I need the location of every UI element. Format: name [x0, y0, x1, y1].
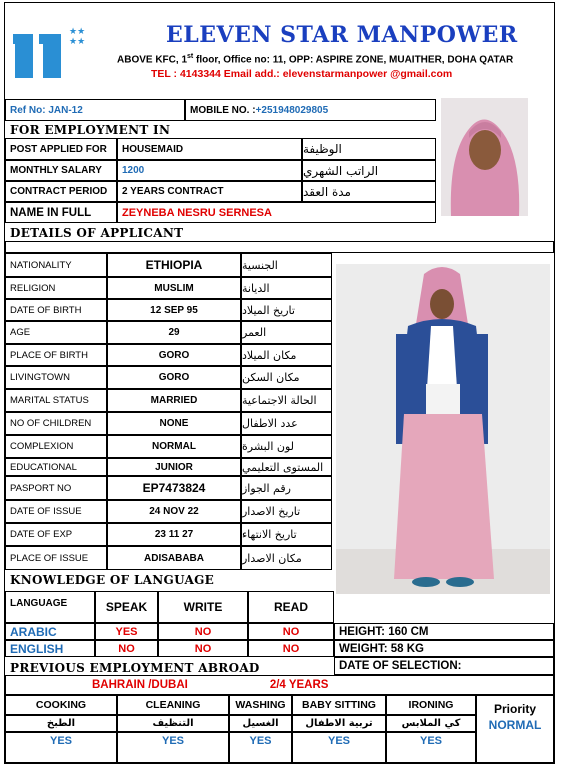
detail-value: NONE — [107, 412, 241, 435]
salary-label: MONTHLY SALARY — [5, 160, 117, 181]
detail-label: EDUCATIONAL — [5, 458, 107, 476]
detail-value: 23 11 27 — [107, 523, 241, 546]
detail-arabic: الجنسية — [241, 253, 332, 277]
lang-header-language: LANGUAGE — [5, 591, 95, 623]
company-address: ABOVE KFC, 1st floor, Office no: 11, OPP: ASPIRE ZONE, MUAITHER, DOHA QATAR — [117, 53, 514, 66]
skill-arabic: الغسيل — [229, 715, 292, 732]
detail-arabic: مكان الميلاد — [241, 344, 332, 366]
lang-english-read: NO — [248, 640, 334, 657]
skill-arabic: الطبخ — [5, 715, 117, 732]
salary-arabic: الراتب الشهري — [302, 160, 436, 181]
skill-value: YES — [292, 732, 386, 763]
detail-arabic: عدد الاطفال — [241, 412, 332, 435]
applicant-headshot — [441, 98, 528, 216]
lang-english-speak: NO — [95, 640, 158, 657]
lang-arabic-name: ARABIC — [5, 623, 95, 640]
salary-value: 1200 — [117, 160, 302, 181]
lang-english-name: ENGLISH — [5, 640, 95, 657]
skill-label: IRONING — [386, 695, 476, 715]
detail-arabic: تاريخ الانتهاء — [241, 523, 332, 546]
skill-label: BABY SITTING — [292, 695, 386, 715]
detail-value: ADISABABA — [107, 546, 241, 570]
date-of-selection: DATE OF SELECTION: — [334, 657, 554, 675]
previous-employment-row — [5, 675, 554, 695]
previous-country: BAHRAIN /DUBAI — [92, 679, 188, 691]
detail-arabic: مكان السكن — [241, 366, 332, 389]
lang-arabic-write: NO — [158, 623, 248, 640]
name-value: ZEYNEBA NESRU SERNESA — [117, 202, 436, 223]
skill-arabic: تربية الاطفال — [292, 715, 386, 732]
detail-label: NO OF CHILDREN — [5, 412, 107, 435]
skill-value: YES — [229, 732, 292, 763]
contract-label: CONTRACT PERIOD — [5, 181, 117, 202]
weight-value: WEIGHT: 58 KG — [334, 640, 554, 657]
detail-arabic: تاريخ الاصدار — [241, 500, 332, 523]
skill-arabic: كي الملابس — [386, 715, 476, 732]
skill-arabic: التنظيف — [117, 715, 229, 732]
detail-value: JUNIOR — [107, 458, 241, 476]
lang-arabic-read: NO — [248, 623, 334, 640]
ref-number: Ref No: JAN-12 — [5, 99, 185, 121]
details-spacer-row — [5, 241, 554, 253]
svg-text:★★: ★★ — [69, 36, 86, 46]
priority-label: Priority — [493, 702, 536, 716]
detail-value: EP7473824 — [107, 476, 241, 500]
detail-arabic: الديانة — [241, 277, 332, 299]
detail-value: GORO — [107, 366, 241, 389]
name-label: NAME IN FULL — [5, 202, 117, 223]
detail-value: 12 SEP 95 — [107, 299, 241, 321]
post-arabic: الوظيفة — [302, 138, 436, 160]
skill-label: WASHING — [229, 695, 292, 715]
company-logo — [13, 20, 93, 80]
detail-label: AGE — [5, 321, 107, 344]
detail-label: LIVINGTOWN — [5, 366, 107, 389]
detail-label: COMPLEXION — [5, 435, 107, 458]
detail-value: NORMAL — [107, 435, 241, 458]
priority-cell — [476, 695, 554, 763]
detail-label: NATIONALITY — [5, 253, 107, 277]
skill-value: YES — [5, 732, 117, 763]
detail-arabic: العمر — [241, 321, 332, 344]
detail-arabic: المستوى التعليمي — [241, 458, 332, 476]
detail-value: ETHIOPIA — [107, 253, 241, 277]
detail-value: GORO — [107, 344, 241, 366]
detail-label: MARITAL STATUS — [5, 389, 107, 412]
previous-duration: 2/4 YEARS — [269, 679, 329, 691]
section-details: DETAILS OF APPLICANT — [10, 226, 184, 240]
detail-arabic: رقم الجواز — [241, 476, 332, 500]
mobile-number: MOBILE NO. : +251948029805 — [185, 99, 436, 121]
skill-label: COOKING — [5, 695, 117, 715]
lang-arabic-speak: YES — [95, 623, 158, 640]
detail-label: DATE OF EXP — [5, 523, 107, 546]
detail-value: MUSLIM — [107, 277, 241, 299]
detail-arabic: مكان الاصدار — [241, 546, 332, 570]
detail-arabic: الحالة الاجتماعية — [241, 389, 332, 412]
detail-value: 24 NOV 22 — [107, 500, 241, 523]
company-name: ELEVEN STAR MANPOWER — [166, 22, 518, 48]
applicant-full-photo — [336, 264, 550, 594]
contract-arabic: مدة العقد — [302, 181, 436, 202]
svg-text:★★: ★★ — [69, 26, 86, 36]
section-previous-employment: PREVIOUS EMPLOYMENT ABROAD — [10, 661, 260, 675]
detail-label: PLACE OF ISSUE — [5, 546, 107, 570]
detail-label: RELIGION — [5, 277, 107, 299]
skill-value: YES — [386, 732, 476, 763]
detail-label: DATE OF ISSUE — [5, 500, 107, 523]
lang-header-read: READ — [248, 591, 334, 623]
company-contact: TEL : 4143344 Email add.: elevenstarmanpower @gmail.com — [151, 68, 453, 80]
detail-arabic: لون البشرة — [241, 435, 332, 458]
detail-label: DATE OF BIRTH — [5, 299, 107, 321]
detail-arabic: تاريخ الميلاد — [241, 299, 332, 321]
skill-value: YES — [117, 732, 229, 763]
detail-value: MARRIED — [107, 389, 241, 412]
skill-label: CLEANING — [117, 695, 229, 715]
contract-value: 2 YEARS CONTRACT — [117, 181, 302, 202]
post-label: POST APPLIED FOR — [5, 138, 117, 160]
lang-header-write: WRITE — [158, 591, 248, 623]
detail-label: PLACE OF BIRTH — [5, 344, 107, 366]
lang-header-speak: SPEAK — [95, 591, 158, 623]
height-value: HEIGHT: 160 CM — [334, 623, 554, 640]
detail-label: PASPORT NO — [5, 476, 107, 500]
section-language: KNOWLEDGE OF LANGUAGE — [10, 573, 215, 587]
section-employment: FOR EMPLOYMENT IN — [10, 123, 171, 137]
lang-english-write: NO — [158, 640, 248, 657]
detail-value: 29 — [107, 321, 241, 344]
post-value: HOUSEMAID — [117, 138, 302, 160]
priority-value: NORMAL — [488, 718, 542, 732]
